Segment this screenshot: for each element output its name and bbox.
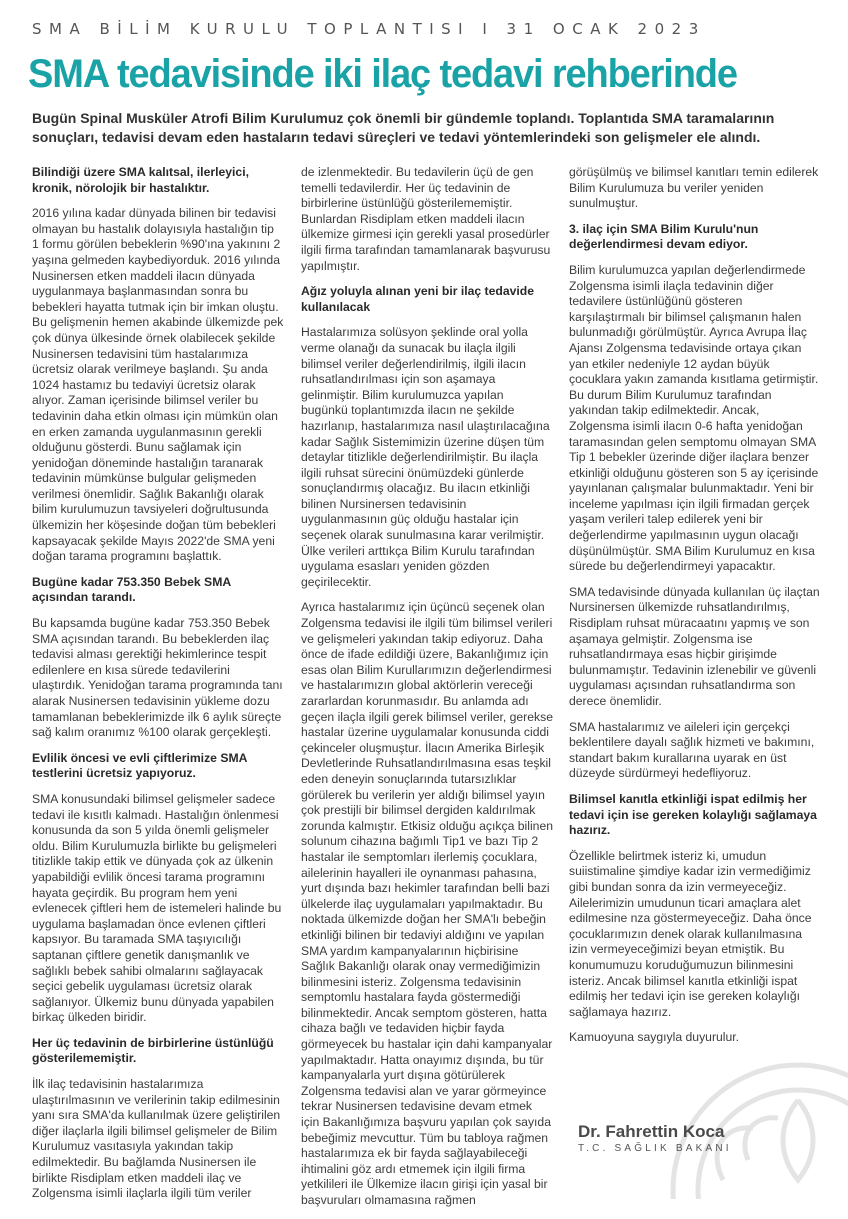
signature-block (578, 1122, 738, 1154)
paragraph: Özellikle belirtmek isteriz ki, umudun suiistimaline şimdiye kadar izin vermediğimiz gibi bundan sonra da izin vermeyeceğiz. Ailelerimizin umudunun ticari amaçlara alet edilmesine nza göstermeyeceğiz. Daha önce çocuklarımızın denek olarak kullanılmasına izin vermeyeceğimizi beyan etmiştik. Bu konumumuzu koruduğumuzun bilinmesini isteriz. Ancak bilimsel kanıtla etkinliği ispat edilmiş her tedavi için ise gereken kolaylığı sağlamaya hazırız. (569, 848, 812, 1019)
meeting-header-line: SMA BİLİM KURULU TOPLANTISI I 31 OCAK 2023 (32, 20, 706, 38)
section-heading: 3. ilaç için SMA Bilim Kurulu'nun değerlendirmesi devam ediyor. (569, 221, 759, 252)
text-column-3 (569, 165, 821, 1056)
section-heading: Evlilik öncesi ve evli çiftlerimize SMA testlerini ücretsiz yapıyoruz. (32, 750, 247, 781)
text-column-1 (32, 165, 284, 1212)
paragraph: İlk ilaç tedavisinin hastalarımıza ulaştırılmasının ve verilerinin takip edilmesinin yanı sıra SMA'da kullanılmak üzere geliştirilen diğer ilaçlarla ilgili bilimsel gelişmeler de Bilim Kurulumuz vasıtasıyla yakından takip edilmektedir. Bu bağlamda Nusinersen ile birlikte Risdiplam etken maddeli ilaç ve Zolgensma isimli ilaçlarla ilgili tüm veriler (32, 1077, 281, 1201)
article-intro: Bugün Spinal Musküler Atrofi Bilim Kurulumuz çok önemli bir gündemle toplandı. Toplantıda SMA taramalarının sonuçları, tedavisi devam eden hastaların tedavi süreçleri ve tedavi yöntemlerindeki son gelişmeler ele alındı. (32, 110, 775, 145)
section-heading: Her üç tedavinin de birbirlerine üstünlüğü gösterilememiştir. (32, 1035, 274, 1066)
paragraph: SMA konusundaki bilimsel gelişmeler sadece tedavi ile kısıtlı kalmadı. Hastalığın önlenmesi konusunda da son 5 yılda önemli gelişmeler oldu. Bilim Kurulumuzla birlikte bu gelişmeleri titizlikle takip ettik ve dünyada çok az ülkenin yapabildiği evlilik öncesi tarama programını hayata geçirdik. Bu program hem yeni evlenecek çiftleri hem de istemeleri halinde bu uygulama başlamadan önce evlenen çiftleri kapsıyor. Bu taramada SMA taşıyıcılığı saptanan çiftlere genetik danışmanlık ve sağlıklı bebek sahibi olmalarını sağlayacak seçici gebelik uygulaması ücretsiz olarak sağlanıyor. Ülkemiz bunu dünyada yapabilen birkaç ülkeden biridir. (32, 791, 282, 1025)
ministry-emblem-watermark (628, 1030, 848, 1199)
paragraph: Bu kapsamda bugüne kadar 753.350 Bebek SMA açısından tarandı. Bu bebeklerden ilaç tedavisi alması gerektiği hekimlerince tespit edilenlere en kısa sürede tedavilerini ulaştırdık. Yenidoğan tarama programında tanı alarak Nusinersen tedavisinin yükleme dozu tamamlanan bebeklerimizde ilk 6 aylık süreçte sağ kalım oranımız %100 olarak gerçekleşti. (32, 616, 283, 740)
section-heading: Bugüne kadar 753.350 Bebek SMA açısından tarandı. (32, 574, 231, 605)
paragraph: SMA tedavisinde dünyada kullanılan üç ilaçtan Nursinersen ülkemizde ruhsatlandırılmış, Risdiplam ruhsat müracaatını yapmış ve son aşamaya gelmiştir. Zolgensma ise ruhsatlandırmaya esas hiçbir girişimde bulunmamıştır. Tedavinin izlenebilir ve güvenli uygulaması açısından ruhsatlandırma son derece önemlidir. (569, 584, 820, 708)
signatory-title: T.C. SAĞLIK BAKANI (578, 1143, 732, 1154)
paragraph: görüşülmüş ve bilimsel kanıtları temin edilerek Bilim Kurulumuza bu veriler yeniden sunulmuştur. (569, 165, 819, 211)
text-column-2 (301, 165, 553, 1219)
closing-line: Kamuoyuna saygıyla duyurulur. (569, 1030, 740, 1045)
paragraph: de izlenmektedir. Bu tedavilerin üçü de gen temelli tedavilerdir. Her üç tedavinin de birbirlerine üstünlüğü gösterilememiştir. Bunlardan Risdiplam etken maddeli ilacın ülkemize girmesi için gerekli yasal prosedürler ilgili firma tarafından tamamlanarak başvurusu yapılmıştır. (301, 165, 551, 273)
section-heading: Ağız yoluyla alınan yeni bir ilaç tedavide kullanılacak (301, 284, 534, 314)
signatory-name: Dr. Fahrettin Koca (578, 1122, 725, 1141)
paragraph: Hastalarımıza solüsyon şeklinde oral yolla verme olanağı da sunacak bu ilaçla ilgili bilimsel veriler değerlendirilmiş, ilgili ilacın ruhsatlandırılması için son aşamaya gelinmiştir. Bilim kurulumuzca yapılan bugünkü toplantımızda ilacın ne şekilde hazırlanıp, hastalarımıza nasıl ulaştırılacağına kadar Sağlık Sistemimizin üzerine düşen tüm detaylar titizlikle değerlendirilmiştir. Bu ilaçla ilgili ruhsat sürecini önümüzdeki günlerde sonuçlandırmış olacağız. Bu ilacın etkinliği bilinen Nursinersen tedavisinin uygulanmasının güç olduğu hastalar için seçenek olarak sunulmasına karar verilmiştir. Ülke verileri arttıkça Bilim Kurulu tarafından uygulama esasları yeniden gözden geçirilecektir. (301, 325, 550, 589)
paragraph: Ayrıca hastalarımız için üçüncü seçenek olan Zolgensma tedavisi ile ilgili tüm bilimsel verileri ve gelişmeleri yakından takip ediyoruz. Daha önce de ifade edildiği üzere, Bakanlığımız için esas olan Bilim Kurullarımızın değerlendirmesi ve hastalarımızın global aktörlerin vereceği zararlardan korunmasıdır. Bu anlamda adı geçen ilaçla ilgili gerek bilimsel veriler, gerekse hastalar üzerine uygulamalar konusunda ciddi çekinceler oluşmuştur. İlacın Amerika Birleşik Devletlerinde Ruhsatlandırılmasına esas teşkil eden deneyin sonuçlarında tutarsızlıklar görülerek bu verilerin yer aldığı bilimsel yayın çok prestijli bir bilimsel dergiden kaldırılmak zorunda kalmıştır. Etkisiz olduğu açıkça bilinen solunum cihazına bağımlı Tip1 ve bazı Tip 2 hastalar ile semptomları ilerlemiş çocuklara, ailelerinin hayalleri ile oynanması pahasına, yurt dışında bazı hekimler tarafından belli bazi ülkelerde ilaç uygulamaları yapılmaktadır. Bu noktada ülkemizde doğan her SMA'lı bebeğin etkinliği bilinen bir tedaviyi aldığını ve yapılan SMA yardım kampanyalarının hiçbirisine Sağlık Bakanlığı olarak onay vermediğimizin bilinmesini isteriz. Zolgensma tedavisinin semptomlu hastalara fayda göstermediği bilinmektedir. Ancak semptom gösteren, hatta cihaza bağlı ve tedaviden hiçbir fayda görmeyecek bu hastalar için dahi kampanyalar yapılmaktadır. Hatta onayımız dışında, bu tür kampanyalarla yurt dışına götürülerek Zolgensma tedavisi alan ve yarar görmeyince tekrar Nusinersen tedavisine devam etmek için Bakanlığımıza başvuru yapılan çok sayıda bebeğimiz mevcuttur. Tüm bu tabloya rağmen hastalarımıza ek bir fayda sağlayabileceği ihtimalini göz ardı etmemek için ilgili firma yetkilileri ile Ülkemize ilacın girişi için yasal bir başvuruları olmamasına rağmen (301, 600, 553, 1207)
paragraph-heading: Bilindiği üzere SMA kalıtsal, ilerleyici, kronik, nörolojik bir hastalıktır. (32, 165, 249, 195)
article-title: SMA tedavisinde iki ilaç tedavi rehberinde (28, 52, 737, 96)
paragraph: Bilim kurulumuzca yapılan değerlendirmede Zolgensma isimli ilaçla tedavinin diğer tedavilere üstünlüğünü gösteren karşılaştırmalı bir bilimsel çalışmanın halen bulunmadığı görülmüştür. Ayrıca Avrupa İlaç Ajansı Zolgensma tedavisinde ortaya çıkan yan etkiler nedeniyle 12 aydan büyük çocuklara yakın zamanda kısıtlama getirmiştir. Bu durum Bilim Kurulumuz tarafından yakından takip edilmektedir. Ancak, Zolgensma isimli ilacın 0-6 hafta yenidoğan taramasından gelen semptomu olmayan SMA Tip 1 bebekler üzerinde diğer ilaçlara benzer etkinliği olduğunu gösteren son 5 ay içerisinde yayınlanan çalışmalar bulunmaktadır. Yeni bir inceleme yapılması için ilgili firmadan gerçek yaşam verileri talep edilerek yeni bir değerlendirme yapılmasının uygun olacağı düşünülmüştür. SMA Bilim Kurulumuz en kısa sürede bu değerlendirmeyi yapacaktır. (569, 262, 819, 574)
paragraph: 2016 yılına kadar dünyada bilinen bir tedavisi olmayan bu hastalık dolayısıyla hastalığın tip 1 formu görülen bebeklerin %90'ına yakınını 2 yaşına gelmeden kaybediyorduk. 2016 yılında Nusinersen etken maddeli ilacın dünyada uygulanmaya başlanmasından sonra bu bebekleri hayatta tutmak için bir imkan oluştu. Bu gelişmenin hemen akabinde ülkemizde pek çok dünya ülkesinde örnek olabilecek şekilde Nusinersen tedavisini tüm hastalarımıza ücretsiz olarak verilmeye başlandı. Şu anda 1024 hastamız bu tedaviyi ücretsiz olarak alıyor. Zaman içerisinde bilimsel veriler bu tedavinin daha etkin olması için mümkün olan en erken zamanda uygulanmasının gerekli olduğunu gösterdi. Bunu sağlamak için yenidoğan döneminde hastalığın taranarak tedavinin mümkünse bulgular gelişmeden verilmesi önemlidir. Sağlık Bakanlığı olarak bilim kurulumuzun tavsiyeleri doğrultusunda ülkemizin her köşesinde doğan tüm bebekleri kapsayacak şekilde Mayıs 2022'de SMA yeni doğan tarama programını başlattık. (32, 206, 284, 564)
section-heading: Bilimsel kanıtla etkinliği ispat edilmiş her tedavi için ise gereken kolaylığı sağlamaya hazırız. (569, 791, 817, 838)
paragraph: SMA hastalarımız ve aileleri için gerçekçi beklentilere dayalı sağlık hizmeti ve bakımını, standart bakım kurallarına uyarak en üst düzeyde sürdürmeyi hedefliyoruz. (569, 719, 815, 781)
